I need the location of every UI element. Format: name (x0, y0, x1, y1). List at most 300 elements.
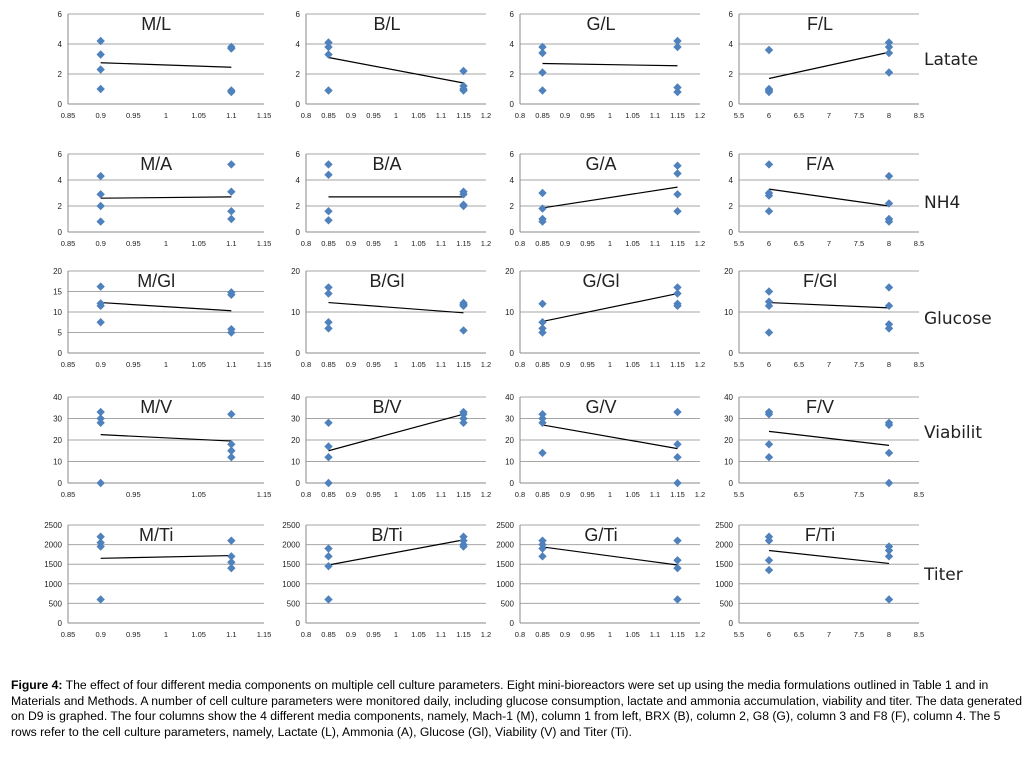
x-tick-label: 1.15 (256, 360, 272, 369)
y-tick-label: 20 (724, 436, 733, 445)
x-tick-label: 1.15 (670, 360, 685, 369)
chart-g-a (510, 150, 706, 248)
y-tick-label: 20 (53, 436, 62, 445)
y-tick-label: 2 (509, 70, 514, 79)
x-tick-label: 7.5 (853, 360, 865, 369)
chart-title: M/V (140, 397, 173, 417)
y-tick-label: 4 (728, 176, 733, 185)
x-tick-label: 0.95 (366, 239, 381, 248)
x-tick-label: 5.5 (733, 360, 745, 369)
x-tick-label: 0.95 (366, 630, 381, 639)
y-tick-label: 1500 (496, 560, 514, 570)
chart-title: M/A (140, 154, 173, 174)
y-tick-label: 500 (500, 599, 514, 609)
x-tick-label: 1.1 (649, 490, 661, 499)
y-tick-label: 0 (295, 349, 300, 358)
x-tick-label: 5.5 (733, 630, 745, 639)
x-tick-label: 0.85 (60, 111, 76, 120)
x-tick-label: 1.15 (256, 111, 272, 120)
y-tick-label: 2000 (496, 540, 514, 550)
chart-title: B/A (372, 154, 402, 174)
x-tick-label: 8.5 (913, 630, 925, 639)
y-tick-label: 0 (57, 619, 62, 628)
data-point (227, 88, 235, 96)
y-tick-label: 0 (509, 479, 514, 488)
chart-title: G/L (586, 14, 616, 34)
x-tick-label: 1 (607, 630, 613, 639)
chart-m-v (53, 393, 271, 499)
data-point (885, 595, 893, 603)
y-tick-label: 10 (724, 457, 733, 467)
x-tick-label: 6.5 (793, 239, 805, 248)
x-tick-label: 1.2 (694, 360, 706, 369)
trend-line (329, 303, 464, 313)
x-tick-label: 0.85 (60, 630, 76, 639)
x-tick-label: 0.95 (366, 490, 381, 499)
chart-g-v (505, 393, 705, 499)
x-tick-label: 0.85 (535, 490, 550, 499)
chart-b-a (296, 150, 492, 248)
data-point (96, 65, 104, 73)
x-tick-label: 6 (766, 111, 772, 120)
y-tick-label: 20 (291, 436, 300, 445)
y-tick-label: 20 (724, 267, 733, 276)
chart-title: G/A (585, 154, 617, 174)
trend-line (769, 189, 889, 206)
x-tick-label: 0.85 (321, 239, 336, 248)
x-tick-label: 0.85 (60, 239, 76, 248)
x-tick-label: 1.15 (670, 490, 685, 499)
x-tick-label: 1.1 (649, 111, 661, 120)
y-tick-label: 10 (291, 457, 300, 467)
chart-m-a (58, 150, 272, 248)
data-point (324, 171, 332, 179)
x-tick-label: 1.05 (625, 111, 640, 120)
data-point (885, 552, 893, 560)
chart-b-l (296, 10, 492, 120)
y-tick-label: 0 (57, 479, 62, 488)
x-tick-label: 1.2 (694, 239, 706, 248)
data-point (538, 552, 546, 560)
chart-title: F/Ti (804, 525, 836, 545)
data-point (96, 190, 104, 198)
chart-m-gl (53, 267, 271, 369)
chart-title: M/Ti (139, 525, 174, 545)
x-tick-label: 0.9 (345, 630, 357, 639)
y-tick-label: 6 (295, 150, 300, 159)
x-tick-label: 6 (766, 360, 772, 369)
x-tick-label: 1.15 (670, 239, 685, 248)
x-tick-label: 1.05 (411, 490, 426, 499)
y-tick-label: 4 (728, 40, 733, 49)
data-point (227, 188, 235, 196)
data-point (96, 50, 104, 58)
y-tick-label: 6 (57, 150, 62, 159)
chart-title: F/L (806, 14, 834, 34)
trend-line (769, 550, 889, 563)
x-tick-label: 1 (163, 360, 169, 369)
data-point (673, 556, 681, 564)
data-point (227, 215, 235, 223)
x-tick-label: 0.85 (60, 490, 76, 499)
x-tick-label: 1.15 (256, 239, 272, 248)
y-tick-label: 2 (295, 70, 300, 79)
x-tick-label: 1.15 (456, 111, 471, 120)
y-tick-label: 4 (509, 40, 514, 49)
data-point (673, 162, 681, 170)
data-point (538, 300, 546, 308)
chart-title: G/V (585, 397, 617, 417)
x-tick-label: 7.5 (853, 630, 865, 639)
x-tick-label: 0.85 (535, 360, 550, 369)
data-point (673, 207, 681, 215)
x-tick-label: 0.95 (580, 111, 595, 120)
data-point (765, 160, 773, 168)
data-point (765, 440, 773, 448)
x-tick-label: 1.15 (456, 239, 471, 248)
x-tick-label: 0.8 (514, 360, 526, 369)
trend-line (101, 63, 232, 68)
y-tick-label: 0 (57, 228, 62, 237)
x-tick-label: 0.85 (321, 111, 336, 120)
y-tick-label: 0 (509, 228, 514, 237)
x-tick-label: 1 (393, 111, 399, 120)
data-point (765, 46, 773, 54)
y-tick-label: 0 (509, 619, 514, 628)
x-tick-label: 0.85 (321, 630, 336, 639)
chart-m-ti (44, 521, 271, 639)
y-tick-label: 0 (728, 349, 733, 358)
x-tick-label: 0.9 (95, 239, 106, 248)
chart-f-gl (724, 267, 924, 369)
trend-line (543, 425, 678, 449)
x-tick-label: 1 (607, 360, 613, 369)
y-tick-label: 40 (724, 393, 733, 402)
y-tick-label: 6 (57, 10, 62, 19)
y-tick-label: 0 (728, 479, 733, 488)
y-tick-label: 2 (728, 202, 733, 211)
data-point (765, 287, 773, 295)
data-point (459, 419, 467, 427)
y-tick-label: 40 (291, 393, 300, 402)
x-tick-label: 1.05 (191, 490, 206, 499)
x-tick-label: 1.15 (670, 630, 685, 639)
x-tick-label: 8.5 (913, 490, 925, 499)
y-tick-label: 0 (295, 100, 300, 109)
x-tick-label: 1.15 (456, 630, 471, 639)
data-point (227, 564, 235, 572)
trend-line (329, 58, 464, 84)
chart-b-gl (291, 267, 491, 369)
x-tick-label: 1.15 (670, 111, 685, 120)
x-tick-label: 7 (826, 111, 832, 120)
chart-f-ti (715, 521, 924, 639)
row-label-titer: Titer (924, 565, 963, 585)
figure-caption (11, 678, 1029, 740)
x-tick-label: 0.95 (126, 630, 141, 639)
y-tick-label: 1000 (44, 579, 62, 589)
x-tick-label: 0.85 (321, 360, 336, 369)
chart-b-v (291, 393, 491, 499)
x-tick-label: 8 (886, 360, 892, 369)
y-tick-label: 10 (505, 457, 514, 467)
y-tick-label: 500 (48, 599, 62, 609)
data-point (765, 328, 773, 336)
x-tick-label: 1.05 (411, 630, 426, 639)
x-tick-label: 6.5 (793, 490, 805, 499)
data-point (324, 160, 332, 168)
chart-b-ti (282, 521, 491, 639)
y-tick-label: 2 (728, 70, 733, 79)
x-tick-label: 1.2 (480, 630, 492, 639)
x-tick-label: 6 (766, 239, 772, 248)
y-tick-label: 1000 (496, 579, 514, 589)
x-tick-label: 0.85 (535, 630, 550, 639)
chart-m-l (58, 10, 272, 120)
y-tick-label: 10 (53, 308, 62, 317)
data-point (324, 595, 332, 603)
data-point (96, 479, 104, 487)
data-point (227, 410, 235, 418)
x-tick-label: 0.9 (345, 111, 357, 120)
data-point (227, 207, 235, 215)
trend-line (769, 431, 889, 445)
x-tick-label: 1.05 (625, 239, 640, 248)
data-point (673, 536, 681, 544)
data-point (324, 50, 332, 58)
data-point (885, 479, 893, 487)
x-tick-label: 1.1 (226, 360, 237, 369)
x-tick-label: 1.05 (411, 360, 426, 369)
y-tick-label: 2 (509, 202, 514, 211)
y-tick-label: 2 (57, 70, 62, 79)
trend-line (769, 52, 889, 78)
data-point (765, 556, 773, 564)
x-tick-label: 0.9 (559, 111, 571, 120)
x-tick-label: 0.8 (300, 490, 312, 499)
x-tick-label: 0.8 (514, 239, 526, 248)
row-label-viability: Viabilit (924, 423, 983, 443)
x-tick-label: 1.15 (456, 360, 471, 369)
data-point (324, 419, 332, 427)
x-tick-label: 7.5 (853, 490, 865, 499)
y-tick-label: 20 (505, 436, 514, 445)
x-tick-label: 0.95 (580, 239, 595, 248)
data-point (885, 449, 893, 457)
caption-label: Figure 4: (11, 678, 63, 692)
x-tick-label: 8.5 (913, 360, 925, 369)
chart-title: F/V (805, 397, 835, 417)
row-label-glucose: Glucose (924, 309, 992, 329)
trend-line (769, 303, 889, 308)
data-point (538, 86, 546, 94)
x-tick-label: 0.95 (126, 111, 141, 120)
y-tick-label: 30 (724, 414, 733, 424)
chart-f-l (729, 10, 925, 120)
x-tick-label: 0.8 (514, 490, 526, 499)
x-tick-label: 0.85 (321, 490, 336, 499)
y-tick-label: 10 (505, 308, 514, 317)
x-tick-label: 1.05 (625, 630, 640, 639)
y-tick-label: 2500 (282, 521, 300, 530)
y-tick-label: 0 (57, 349, 62, 358)
trend-line (543, 294, 678, 322)
data-point (324, 216, 332, 224)
data-point (673, 595, 681, 603)
x-tick-label: 8 (886, 239, 892, 248)
x-tick-label: 0.85 (535, 111, 550, 120)
x-tick-label: 0.95 (366, 111, 381, 120)
data-point (673, 169, 681, 177)
data-point (324, 552, 332, 560)
data-point (227, 160, 235, 168)
data-point (96, 318, 104, 326)
x-tick-label: 1 (607, 239, 613, 248)
data-point (459, 202, 467, 210)
x-tick-label: 1.15 (256, 630, 272, 639)
x-tick-label: 1.1 (435, 630, 447, 639)
y-tick-label: 30 (291, 414, 300, 424)
data-point (765, 207, 773, 215)
x-tick-label: 1.05 (191, 360, 206, 369)
y-tick-label: 4 (57, 40, 62, 49)
x-tick-label: 0.9 (559, 490, 571, 499)
y-tick-label: 1500 (715, 560, 733, 570)
y-tick-label: 15 (53, 287, 62, 297)
x-tick-label: 1 (607, 490, 613, 499)
data-point (96, 419, 104, 427)
data-point (885, 68, 893, 76)
data-point (673, 479, 681, 487)
data-point (324, 207, 332, 215)
trend-line (101, 197, 232, 198)
x-tick-label: 5.5 (733, 239, 745, 248)
x-tick-label: 1.2 (694, 630, 706, 639)
x-tick-label: 0.95 (366, 360, 381, 369)
x-tick-label: 1 (163, 111, 169, 120)
x-tick-label: 0.9 (559, 360, 571, 369)
x-tick-label: 0.95 (126, 490, 141, 499)
data-point (324, 562, 332, 570)
data-point (324, 86, 332, 94)
row-label-ammonia: NH4 (924, 193, 961, 213)
data-point (538, 49, 546, 57)
y-tick-label: 2500 (44, 521, 62, 530)
x-tick-label: 7.5 (853, 239, 865, 248)
x-tick-label: 1.1 (649, 239, 661, 248)
y-tick-label: 6 (295, 10, 300, 19)
x-tick-label: 1.1 (435, 111, 447, 120)
trend-line (329, 414, 464, 451)
y-tick-label: 1000 (282, 579, 300, 589)
y-tick-label: 1500 (282, 560, 300, 570)
y-tick-label: 0 (509, 349, 514, 358)
x-tick-label: 1.15 (456, 490, 471, 499)
y-tick-label: 0 (509, 100, 514, 109)
y-tick-label: 30 (505, 414, 514, 424)
x-tick-label: 1 (607, 111, 613, 120)
y-tick-label: 0 (57, 100, 62, 109)
x-tick-label: 0.95 (126, 360, 141, 369)
data-point (324, 479, 332, 487)
y-tick-label: 2000 (715, 540, 733, 550)
y-tick-label: 0 (295, 479, 300, 488)
y-tick-label: 0 (728, 619, 733, 628)
trend-line (543, 547, 678, 565)
x-tick-label: 7 (826, 630, 832, 639)
x-tick-label: 0.9 (95, 111, 106, 120)
y-tick-label: 0 (728, 228, 733, 237)
x-tick-label: 1.05 (625, 490, 640, 499)
y-tick-label: 6 (728, 10, 733, 19)
data-point (459, 86, 467, 94)
x-tick-label: 7 (826, 360, 832, 369)
y-tick-label: 4 (509, 176, 514, 185)
x-tick-label: 1.1 (226, 630, 237, 639)
data-point (459, 326, 467, 334)
data-point (96, 282, 104, 290)
data-point (673, 88, 681, 96)
x-tick-label: 0.9 (95, 360, 106, 369)
y-tick-label: 0 (295, 228, 300, 237)
y-tick-label: 2500 (496, 521, 514, 530)
x-tick-label: 1.1 (226, 111, 237, 120)
data-point (538, 189, 546, 197)
data-point (324, 289, 332, 297)
y-tick-label: 4 (295, 176, 300, 185)
chart-title: F/A (805, 154, 835, 174)
y-tick-label: 2000 (44, 540, 62, 550)
y-tick-label: 0 (728, 100, 733, 109)
x-tick-label: 8 (886, 630, 892, 639)
data-point (324, 324, 332, 332)
data-point (324, 544, 332, 552)
x-tick-label: 0.95 (126, 239, 141, 248)
data-point (96, 172, 104, 180)
x-tick-label: 0.9 (95, 630, 106, 639)
data-point (673, 453, 681, 461)
chart-g-l (510, 10, 706, 120)
data-point (673, 190, 681, 198)
y-tick-label: 30 (53, 414, 62, 424)
x-tick-label: 1 (393, 490, 399, 499)
chart-title: B/L (373, 14, 401, 34)
x-tick-label: 1.15 (256, 490, 272, 499)
y-tick-label: 40 (53, 393, 62, 402)
x-tick-label: 1.05 (625, 360, 640, 369)
data-point (673, 440, 681, 448)
data-point (673, 289, 681, 297)
x-tick-label: 1.2 (694, 111, 706, 120)
y-tick-label: 6 (509, 150, 514, 159)
x-tick-label: 0.85 (60, 360, 76, 369)
trend-line (101, 303, 232, 311)
x-tick-label: 0.9 (559, 630, 571, 639)
x-tick-label: 0.8 (300, 360, 312, 369)
y-tick-label: 20 (505, 267, 514, 276)
data-point (96, 202, 104, 210)
x-tick-label: 1.05 (191, 111, 206, 120)
y-tick-label: 2500 (715, 521, 733, 530)
data-point (96, 85, 104, 93)
y-tick-label: 4 (295, 40, 300, 49)
x-tick-label: 5.5 (733, 490, 745, 499)
chart-title: G/Ti (584, 525, 618, 545)
x-tick-label: 0.95 (580, 360, 595, 369)
x-tick-label: 1 (163, 239, 169, 248)
x-tick-label: 1.1 (435, 239, 447, 248)
data-point (885, 49, 893, 57)
